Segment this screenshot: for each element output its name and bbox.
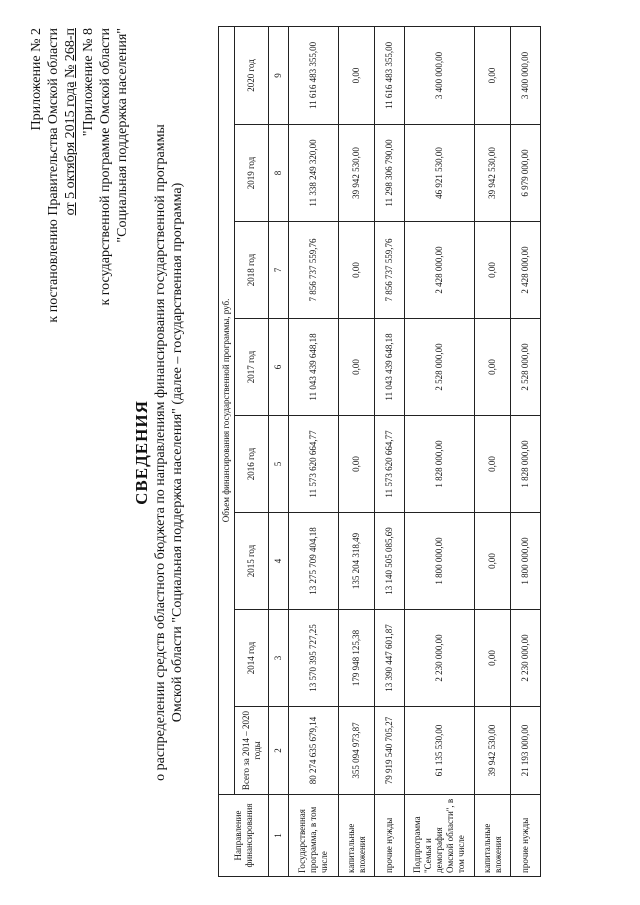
row-value-cell: 39 942 530,00 [339,125,375,222]
row-value-cell: 13 140 505 085,69 [375,513,405,610]
row-value-cell: 0,00 [339,222,375,319]
row-direction-cell: Государственная программа, в том числе [289,795,339,877]
date-prefix: от [63,202,78,216]
col-direction-header: Направление финансирования [219,795,269,877]
row-value-cell: 11 043 439 648,18 [375,319,405,416]
date-value: 5 октября 2015 года [63,81,78,199]
row-value-cell: 6 979 000,00 [511,125,541,222]
table-row [511,26,541,876]
col-year-2019: 2019 год [235,125,269,222]
row-value-cell: 11 616 483 355,00 [375,26,405,124]
number-value: 268-п [63,28,78,62]
col-number: 3 [269,610,289,707]
row-value-cell: 13 570 395 727,25 [289,610,339,707]
row-direction-cell: Подпрограмма "Семья и демография Омской области", в том числе [405,795,475,877]
row-value-cell: 13 275 709 404,18 [289,513,339,610]
document-title [132,0,186,905]
row-value-cell: 2 528 000,00 [511,319,541,416]
col-number: 2 [269,707,289,795]
row-value-cell: 1 800 000,00 [511,513,541,610]
table-row [475,26,511,876]
row-value-cell: 1 828 000,00 [511,416,541,513]
row-value-cell: 0,00 [475,319,511,416]
col-number: 5 [269,416,289,513]
col-number: 9 [269,26,289,124]
title-line2: Омской области "Социальная поддержка населения" (далее – государственная программа) [170,182,185,723]
table-body [289,26,541,876]
row-value-cell: 355 094 973,87 [339,707,375,795]
col-total-header: Всего за 2014 – 2020 годы [235,707,269,795]
program-appendix-header [80,28,131,306]
row-value-cell: 11 043 439 648,18 [289,319,339,416]
row-value-cell: 2 428 000,00 [405,222,475,319]
row-value-cell: 0,00 [475,26,511,124]
appendix-line2: к постановлению Правительства Омской области [46,28,61,323]
row-value-cell: 7 856 737 559,76 [289,222,339,319]
financing-table [218,26,541,877]
row-value-cell: 2 428 000,00 [511,222,541,319]
row-value-cell: 3 400 000,00 [405,26,475,124]
table-row [375,26,405,876]
program-appendix-line2: к государственной программе Омской области [98,28,113,306]
col-year-2014: 2014 год [235,610,269,707]
row-value-cell: 11 573 620 664,77 [375,416,405,513]
col-number: 4 [269,513,289,610]
row-direction-cell: прочие нужды [375,795,405,877]
col-year-2015: 2015 год [235,513,269,610]
row-value-cell: 0,00 [475,610,511,707]
row-value-cell: 0,00 [475,222,511,319]
row-value-cell: 61 135 530,00 [405,707,475,795]
appendix-line1: Приложение № 2 [29,28,44,131]
number-prefix: № [63,64,78,79]
row-value-cell: 11 338 249 320,00 [289,125,339,222]
row-value-cell: 2 230 000,00 [511,610,541,707]
row-value-cell: 3 400 000,00 [511,26,541,124]
title-heading: СВЕДЕНИЯ [132,400,151,505]
col-number: 6 [269,319,289,416]
row-value-cell: 135 204 318,49 [339,513,375,610]
title-line1: о распределении средств областного бюджета по направлениям финансирования государственной программы [153,124,168,781]
row-value-cell: 0,00 [475,416,511,513]
row-value-cell: 1 828 000,00 [405,416,475,513]
row-value-cell: 39 942 530,00 [475,707,511,795]
row-value-cell: 80 274 635 679,14 [289,707,339,795]
row-value-cell: 0,00 [475,513,511,610]
row-direction-cell: прочие нужды [511,795,541,877]
table-row [339,26,375,876]
row-value-cell: 0,00 [339,416,375,513]
row-value-cell: 2 528 000,00 [405,319,475,416]
col-group-header: Объем финансирования государственной программы, руб. [219,26,235,794]
row-value-cell: 7 856 737 559,76 [375,222,405,319]
row-direction-cell: капитальные вложения [339,795,375,877]
row-value-cell: 179 948 125,38 [339,610,375,707]
col-number: 7 [269,222,289,319]
row-value-cell: 13 390 447 601,87 [375,610,405,707]
col-year-2017: 2017 год [235,319,269,416]
col-year-2020: 2020 год [235,26,269,124]
program-appendix-line1: "Приложение № 8 [81,28,96,137]
row-value-cell: 11 298 306 790,00 [375,125,405,222]
table-row [289,26,339,876]
appendix-date-line [62,28,79,323]
row-value-cell: 0,00 [339,319,375,416]
row-value-cell: 79 919 540 705,27 [375,707,405,795]
row-value-cell: 11 616 483 355,00 [289,26,339,124]
row-value-cell: 11 573 620 664,77 [289,416,339,513]
col-year-2018: 2018 год [235,222,269,319]
program-appendix-line3: "Социальная поддержка населения" [115,28,130,243]
col-number: 8 [269,125,289,222]
col-year-2016: 2016 год [235,416,269,513]
row-value-cell: 2 230 000,00 [405,610,475,707]
row-value-cell: 1 800 000,00 [405,513,475,610]
col-number: 1 [269,795,289,877]
row-value-cell: 21 193 000,00 [511,707,541,795]
row-value-cell: 0,00 [339,26,375,124]
appendix-header [28,28,79,323]
table-row [405,26,475,876]
row-value-cell: 39 942 530,00 [475,125,511,222]
row-value-cell: 46 921 530,00 [405,125,475,222]
row-direction-cell: капитальные вложения [475,795,511,877]
